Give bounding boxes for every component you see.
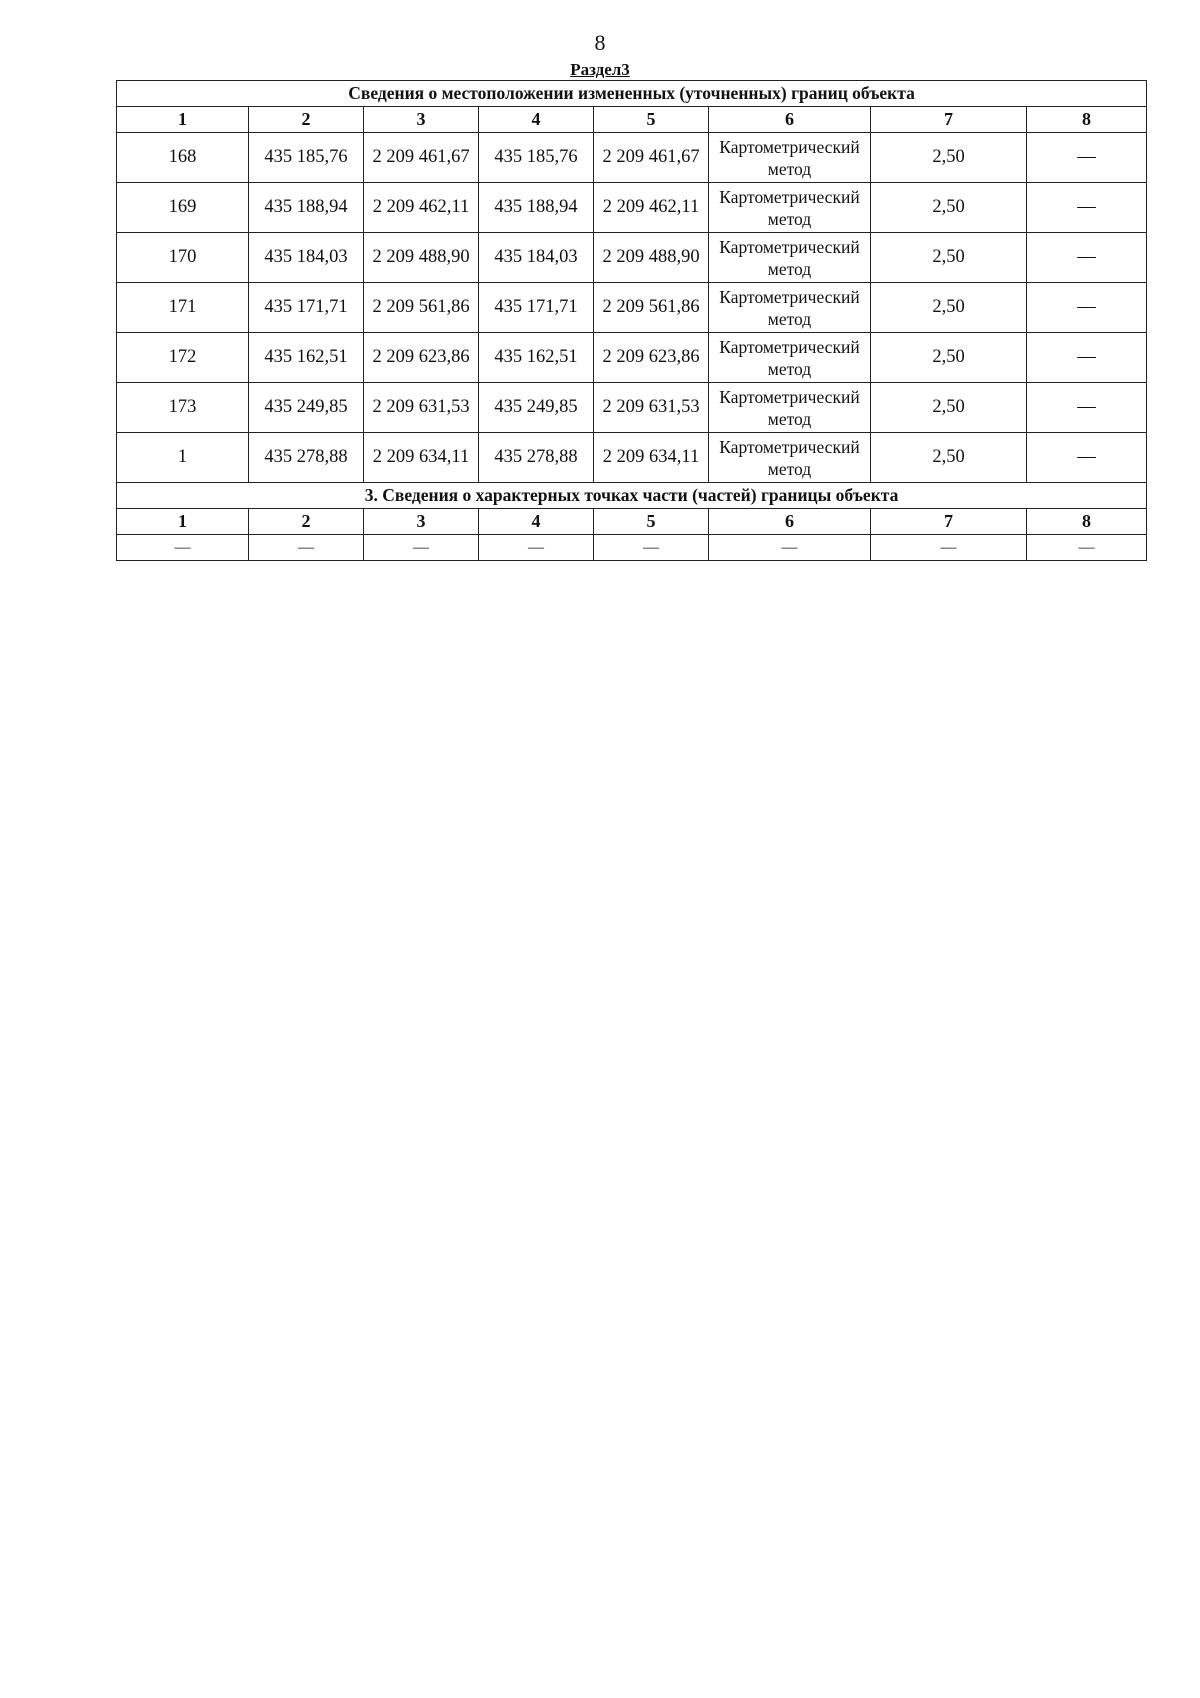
table-caption-row — [117, 81, 1147, 107]
accuracy-cell: 2,50 — [871, 383, 1027, 433]
point-number-cell: 171 — [117, 283, 249, 333]
note-cell: — — [1027, 383, 1147, 433]
column-number-header: 5 — [594, 509, 709, 535]
table-row — [117, 333, 1147, 383]
existing-y-cell: 2 209 631,53 — [364, 383, 479, 433]
empty-value-cell: — — [871, 535, 1027, 561]
method-cell: Картометрический метод — [709, 433, 871, 483]
empty-value-cell: — — [249, 535, 364, 561]
column-number-row — [117, 107, 1147, 133]
part-section-caption-row — [117, 483, 1147, 509]
point-number-cell: 169 — [117, 183, 249, 233]
table-row — [117, 183, 1147, 233]
refined-y-cell: 2 209 488,90 — [594, 233, 709, 283]
column-number-header: 8 — [1027, 107, 1147, 133]
empty-value-cell: — — [594, 535, 709, 561]
point-number-cell: 170 — [117, 233, 249, 283]
method-cell: Картометрический метод — [709, 383, 871, 433]
refined-y-cell: 2 209 561,86 — [594, 283, 709, 333]
method-cell: Картометрический метод — [709, 333, 871, 383]
method-cell: Картометрический метод — [709, 133, 871, 183]
table-row — [117, 133, 1147, 183]
note-cell: — — [1027, 183, 1147, 233]
table-row — [117, 383, 1147, 433]
method-cell: Картометрический метод — [709, 283, 871, 333]
existing-y-cell: 2 209 461,67 — [364, 133, 479, 183]
column-number-header: 3 — [364, 509, 479, 535]
boundary-table — [116, 80, 1147, 561]
existing-y-cell: 2 209 634,11 — [364, 433, 479, 483]
column-number-header: 6 — [709, 107, 871, 133]
column-number-header: 1 — [117, 107, 249, 133]
column-number-header: 3 — [364, 107, 479, 133]
note-cell: — — [1027, 433, 1147, 483]
refined-y-cell: 2 209 623,86 — [594, 333, 709, 383]
accuracy-cell: 2,50 — [871, 433, 1027, 483]
existing-x-cell: 435 278,88 — [249, 433, 364, 483]
refined-x-cell: 435 249,85 — [479, 383, 594, 433]
empty-value-cell: — — [364, 535, 479, 561]
existing-y-cell: 2 209 488,90 — [364, 233, 479, 283]
column-number-header: 7 — [871, 509, 1027, 535]
column-number-header: 2 — [249, 509, 364, 535]
column-number-header: 4 — [479, 107, 594, 133]
empty-value-cell: — — [479, 535, 594, 561]
refined-x-cell: 435 188,94 — [479, 183, 594, 233]
refined-x-cell: 435 171,71 — [479, 283, 594, 333]
column-number-header: 8 — [1027, 509, 1147, 535]
column-number-header: 5 — [594, 107, 709, 133]
existing-y-cell: 2 209 561,86 — [364, 283, 479, 333]
table-row — [117, 233, 1147, 283]
note-cell: — — [1027, 133, 1147, 183]
refined-y-cell: 2 209 461,67 — [594, 133, 709, 183]
existing-x-cell: 435 185,76 — [249, 133, 364, 183]
note-cell: — — [1027, 233, 1147, 283]
refined-y-cell: 2 209 631,53 — [594, 383, 709, 433]
section-title: Раздел3 — [570, 60, 630, 79]
refined-y-cell: 2 209 462,11 — [594, 183, 709, 233]
table-row — [117, 535, 1147, 561]
column-number-header: 1 — [117, 509, 249, 535]
existing-y-cell: 2 209 623,86 — [364, 333, 479, 383]
accuracy-cell: 2,50 — [871, 283, 1027, 333]
empty-value-cell: — — [709, 535, 871, 561]
point-number-cell: 173 — [117, 383, 249, 433]
accuracy-cell: 2,50 — [871, 133, 1027, 183]
method-cell: Картометрический метод — [709, 183, 871, 233]
column-number-header: 6 — [709, 509, 871, 535]
existing-y-cell: 2 209 462,11 — [364, 183, 479, 233]
accuracy-cell: 2,50 — [871, 233, 1027, 283]
empty-value-cell: — — [1027, 535, 1147, 561]
empty-value-cell: — — [117, 535, 249, 561]
table-row — [117, 433, 1147, 483]
refined-x-cell: 435 162,51 — [479, 333, 594, 383]
refined-x-cell: 435 185,76 — [479, 133, 594, 183]
column-number-header: 7 — [871, 107, 1027, 133]
column-number-header: 2 — [249, 107, 364, 133]
accuracy-cell: 2,50 — [871, 183, 1027, 233]
page-number: 8 — [594, 30, 606, 55]
existing-x-cell: 435 162,51 — [249, 333, 364, 383]
existing-x-cell: 435 249,85 — [249, 383, 364, 433]
refined-x-cell: 435 278,88 — [479, 433, 594, 483]
column-number-row — [117, 509, 1147, 535]
method-cell: Картометрический метод — [709, 233, 871, 283]
note-cell: — — [1027, 333, 1147, 383]
table-caption: Сведения о местоположении измененных (уточненных) границ объекта — [117, 81, 1147, 107]
table-body — [117, 81, 1147, 561]
refined-x-cell: 435 184,03 — [479, 233, 594, 283]
column-number-header: 4 — [479, 509, 594, 535]
point-number-cell: 1 — [117, 433, 249, 483]
point-number-cell: 168 — [117, 133, 249, 183]
accuracy-cell: 2,50 — [871, 333, 1027, 383]
existing-x-cell: 435 184,03 — [249, 233, 364, 283]
note-cell: — — [1027, 283, 1147, 333]
part-section-caption: 3. Сведения о характерных точках части (частей) границы объекта — [117, 483, 1147, 509]
table-row — [117, 283, 1147, 333]
point-number-cell: 172 — [117, 333, 249, 383]
existing-x-cell: 435 188,94 — [249, 183, 364, 233]
existing-x-cell: 435 171,71 — [249, 283, 364, 333]
refined-y-cell: 2 209 634,11 — [594, 433, 709, 483]
